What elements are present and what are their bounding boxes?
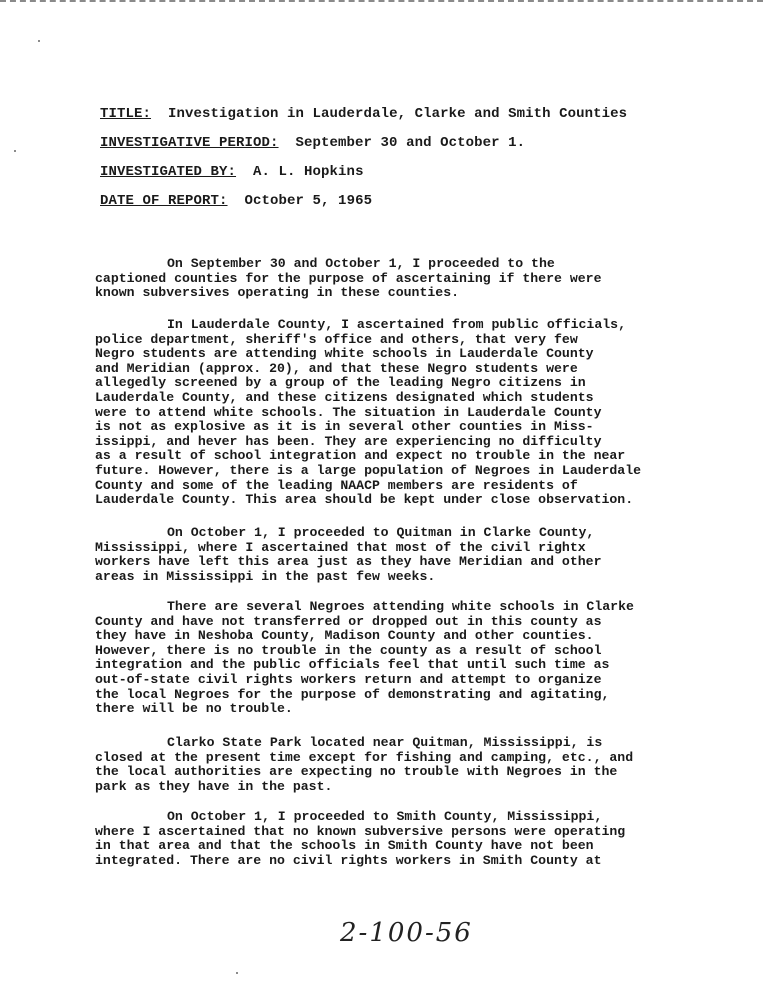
investigated-by-line — [100, 164, 364, 180]
paragraph-line: future. However, there is a large population of Negroes in Lauderdale — [95, 462, 642, 478]
investigative-period-line — [100, 135, 525, 151]
paragraph-line: closed at the present time except for fishing and camping, etc., and — [95, 749, 634, 765]
paragraph-line: workers have left this area just as they have Meridian and other — [95, 554, 602, 570]
paragraph-line: they have in Neshoba County, Madison County and other counties. — [95, 628, 594, 644]
title-value: Investigation in Lauderdale, Clarke and Smith Counties — [168, 106, 628, 122]
scan-speck — [236, 972, 238, 974]
paragraph-line: However, there is no trouble in the county as a result of school — [95, 642, 602, 658]
date-value: October 5, 1965 — [244, 193, 373, 209]
paragraph-line: allegedly screened by a group of the leading Negro citizens in — [95, 375, 586, 391]
paragraph-state-park — [95, 736, 715, 794]
period-value: September 30 and October 1. — [295, 135, 526, 151]
paragraph-line: In Lauderdale County, I ascertained from public officials, — [167, 317, 626, 332]
paragraph-line: police department, sheriff's office and others, that very few — [95, 331, 578, 347]
paragraph-line: County and have not transferred or dropped out in this county as — [95, 613, 602, 629]
paragraph-line: captioned counties for the purpose of ascertaining if there were — [95, 270, 602, 286]
paragraph-line: There are several Negroes attending white schools in Clarke — [167, 599, 634, 614]
paragraph-line: and Meridian (approx. 20), and that these Negro students were — [95, 360, 578, 376]
paragraph-line: On October 1, I proceeded to Quitman in Clarke County, — [167, 525, 595, 540]
paragraph-line: the local Negroes for the purpose of demonstrating and agitating, — [95, 686, 610, 702]
paragraph-line: Negro students are attending white schools in Lauderdale County — [95, 346, 594, 362]
handwritten-page-number: 2-100-56 — [340, 918, 473, 948]
paragraph-line: park as they have in the past. — [95, 778, 333, 794]
paragraph-line: Clarko State Park located near Quitman, Mississippi, is — [167, 735, 603, 750]
paragraph-smith-county — [95, 810, 715, 868]
paragraph-intro — [95, 257, 715, 301]
paragraph-line: there will be no trouble. — [95, 701, 293, 717]
title-label: TITLE: — [100, 106, 152, 122]
scan-speck — [38, 40, 40, 42]
page-top-edge — [0, 0, 763, 6]
paragraph-line: as a result of school integration and expect no trouble in the near — [95, 448, 626, 464]
paragraph-line: On October 1, I proceeded to Smith County, Mississippi, — [167, 809, 603, 824]
paragraph-line: integrated. There are no civil rights workers in Smith County at — [95, 852, 602, 868]
paragraph-line: Lauderdale County, and these citizens designated which students — [95, 389, 594, 405]
paragraph-line: is not as explosive as it is in several other counties in Miss- — [95, 419, 594, 435]
scan-speck — [14, 150, 16, 152]
investigator-value: A. L. Hopkins — [253, 164, 364, 180]
paragraph-line: in that area and that the schools in Smith County have not been — [95, 838, 594, 854]
date-of-report-line — [100, 193, 372, 209]
paragraph-line: where I ascertained that no known subversive persons were operating — [95, 823, 626, 839]
paragraph-line: were to attend white schools. The situation in Lauderdale County — [95, 404, 602, 420]
paragraph-clarke-schools — [95, 600, 715, 717]
date-label: DATE OF REPORT: — [100, 193, 228, 209]
paragraph-line: issippi, and hever has been. They are experiencing no difficulty — [95, 433, 602, 449]
report-title-line — [100, 106, 627, 122]
paragraph-line: areas in Mississippi in the past few weeks. — [95, 568, 436, 584]
period-label: INVESTIGATIVE PERIOD: — [100, 135, 279, 151]
paragraph-line: Mississippi, where I ascertained that most of the civil rightx — [95, 539, 586, 555]
paragraph-line: County and some of the leading NAACP members are residents of — [95, 477, 578, 493]
paragraph-line: On September 30 and October 1, I proceeded to the — [167, 256, 555, 271]
paragraph-quitman — [95, 526, 715, 584]
paragraph-line: known subversives operating in these counties. — [95, 285, 460, 301]
investigator-label: INVESTIGATED BY: — [100, 164, 237, 180]
paragraph-line: out-of-state civil rights workers return and attempt to organize — [95, 671, 602, 687]
paragraph-line: the local authorities are expecting no trouble with Negroes in the — [95, 764, 618, 780]
paragraph-line: Lauderdale County. This area should be kept under close observation. — [95, 492, 634, 508]
paragraph-line: integration and the public officials feel that until such time as — [95, 657, 610, 673]
paragraph-lauderdale — [95, 318, 715, 508]
